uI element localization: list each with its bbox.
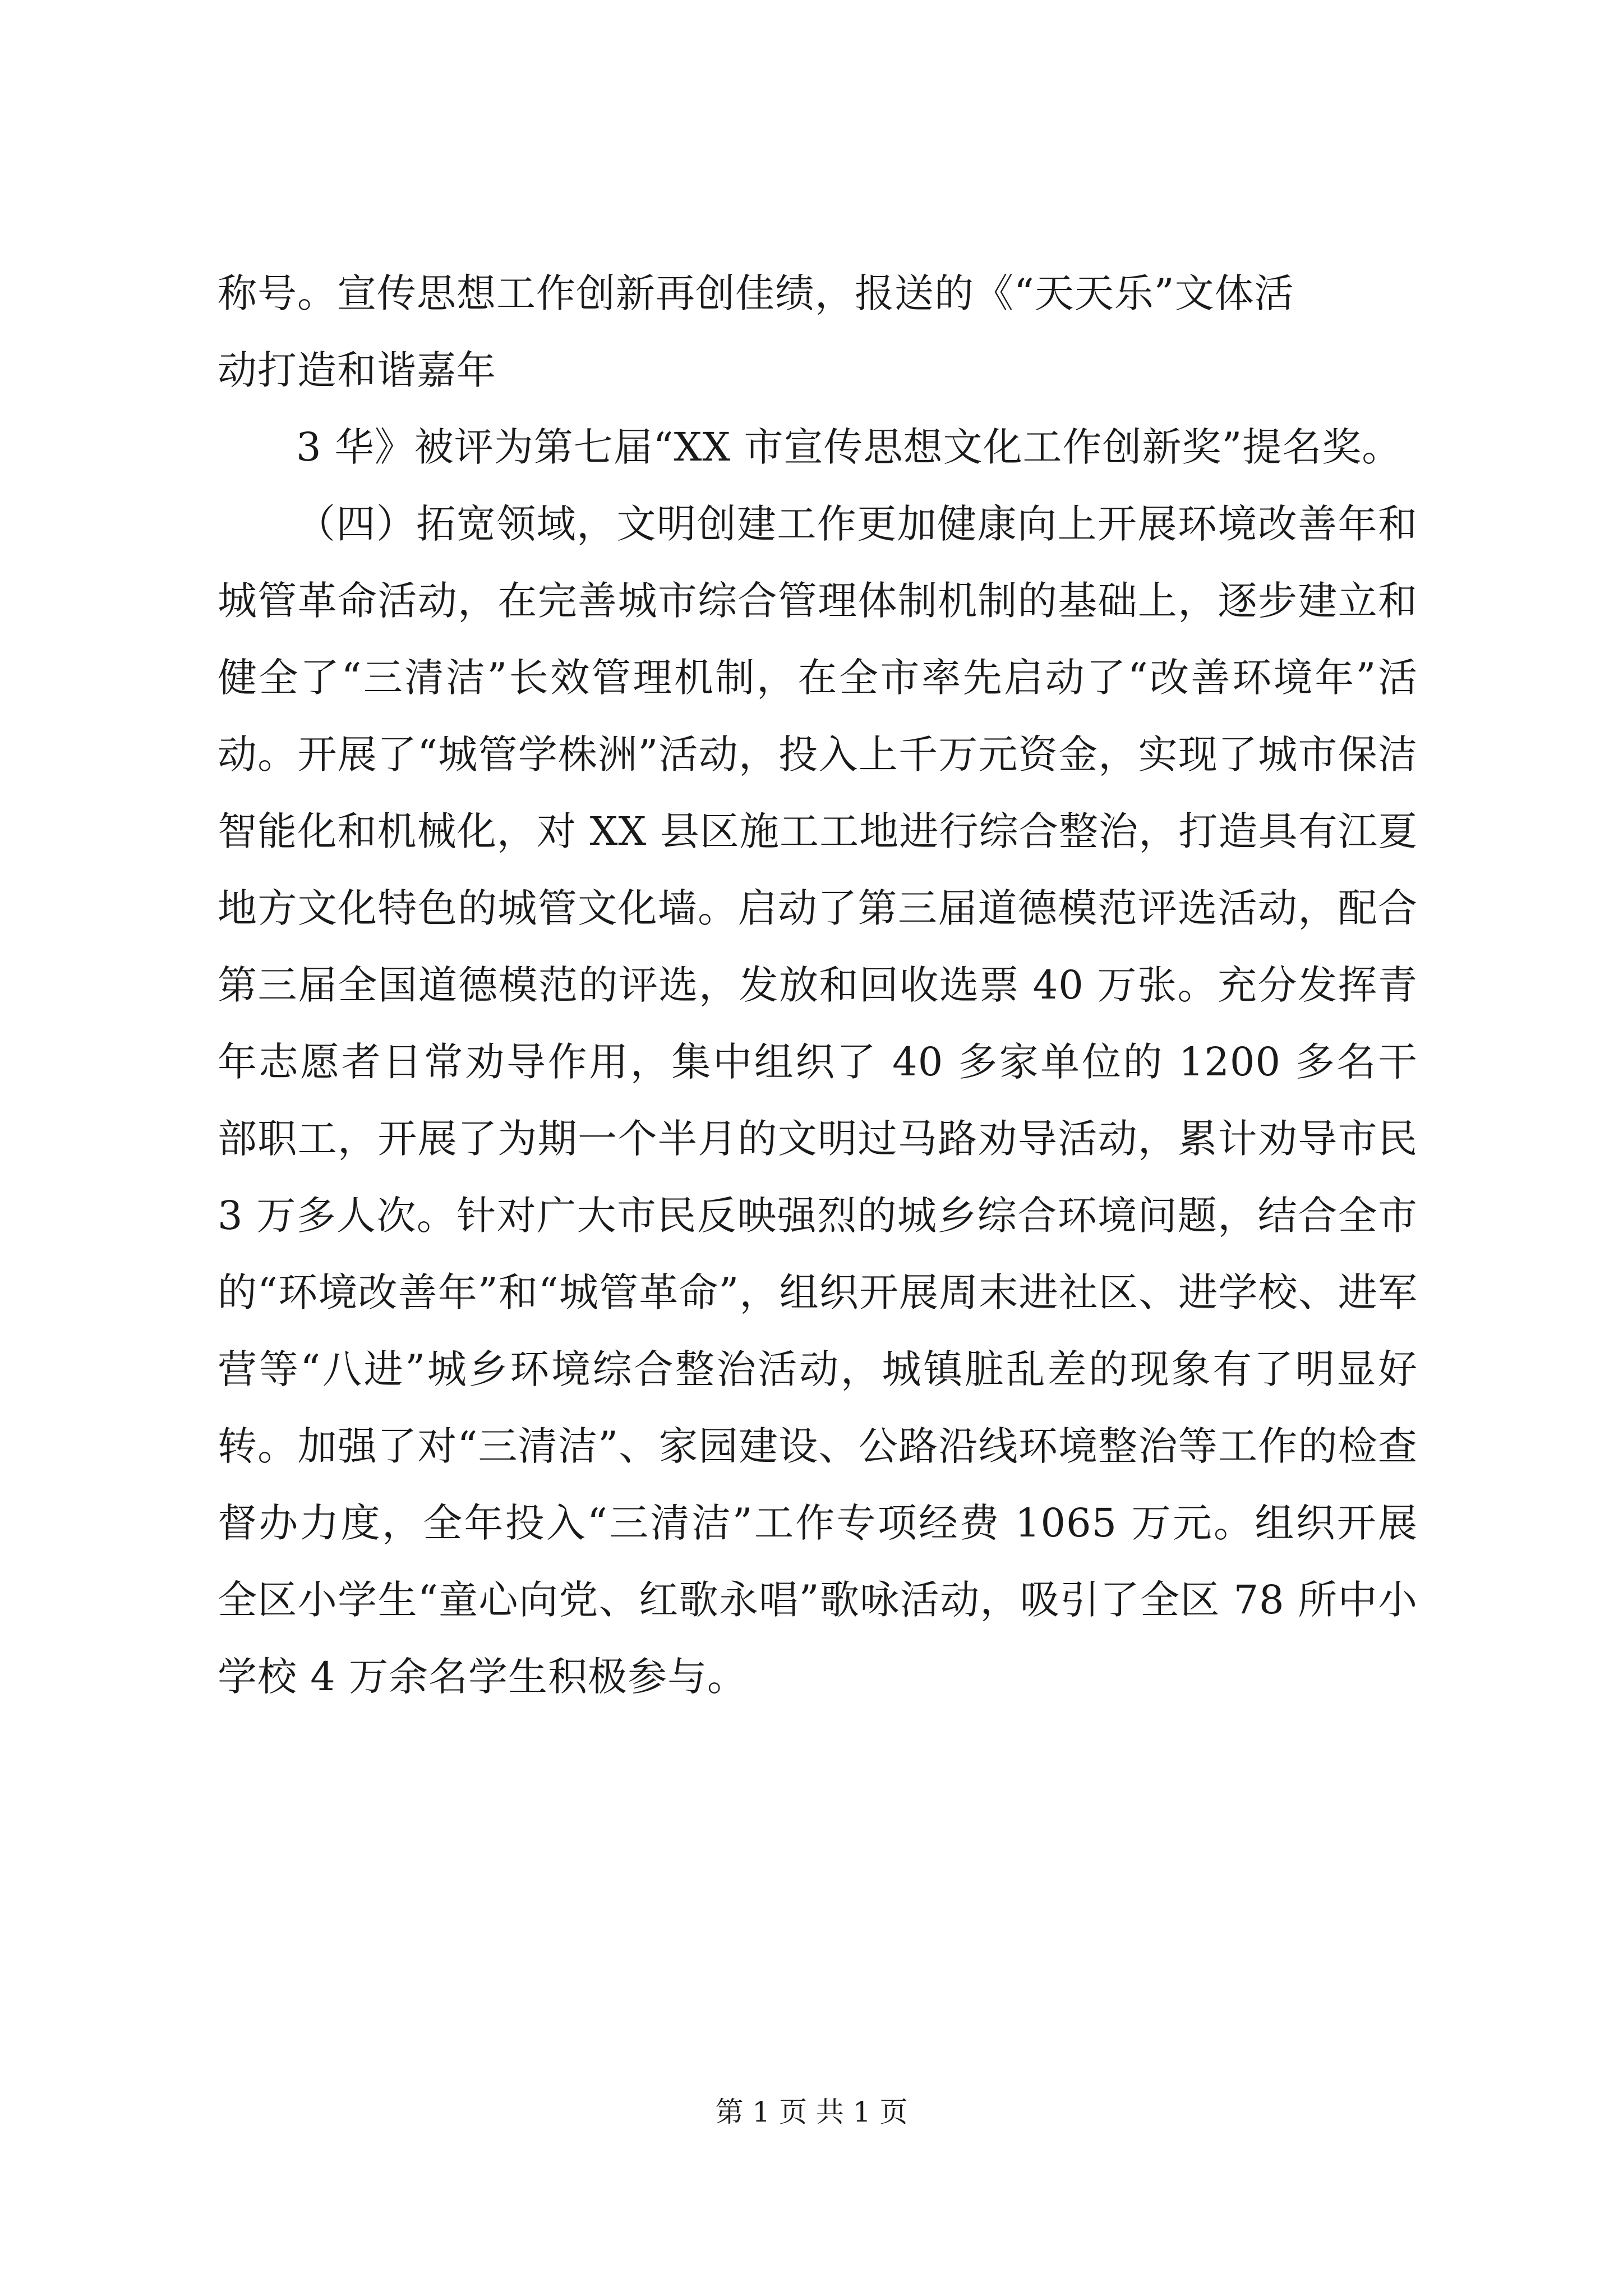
page-footer: 第 1 页 共 1 页: [715, 2096, 908, 2128]
document-body: [218, 255, 1418, 1715]
paragraph-section-four: （四）拓宽领域，文明创建工作更加健康向上开展环境改善年和城管革命活动，在完善城市综合管理体制机制的基础上，逐步建立和健全了“三清洁”长效管理机制，在全市率先启动了“改善环境年”活动。开展了“城管学株洲”活动，投入上千万元资金，实现了城市保洁智能化和机械化，对 XX 县区施工工地进行综合整治，打造具有江夏地方文化特色的城管文化墙。启动了第三届道德模范评选活动，配合第三届全国道德模范的评选，发放和回收选票 40 万张。充分发挥青年志愿者日常劝导作用，集中组织了 40 多家单位的 1200 多名干部职工，开展了为期一个半月的文明过马路劝导活动，累计劝导市民 3 万多人次。针对广大市民反映强烈的城乡综合环境问题，结合全市的“环境改善年”和“城管革命”，组织开展周末进社区、进学校、进军营等“八进”城乡环境综合整治活动，城镇脏乱差的现象有了明显好转。加强了对“三清洁”、家园建设、公路沿线环境整治等工作的检查督办力度，全年投入“三清洁”工作专项经费 1065 万元。组织开展全区小学生“童心向党、红歌永唱”歌咏活动，吸引了全区 78 所中小学校 4 万余名学生积极参与。: [218, 501, 1418, 1700]
text-line: 动打造和谐嘉年: [218, 347, 496, 393]
paragraph-continuation: [218, 255, 1418, 409]
paragraph-award: 3 华》被评为第七届“XX 市宣传思想文化工作创新奖”提名奖。: [296, 424, 1402, 470]
text-line: 称号。宣传思想工作创新再创佳绩，报送的《“天天乐”文体活: [218, 270, 1294, 316]
